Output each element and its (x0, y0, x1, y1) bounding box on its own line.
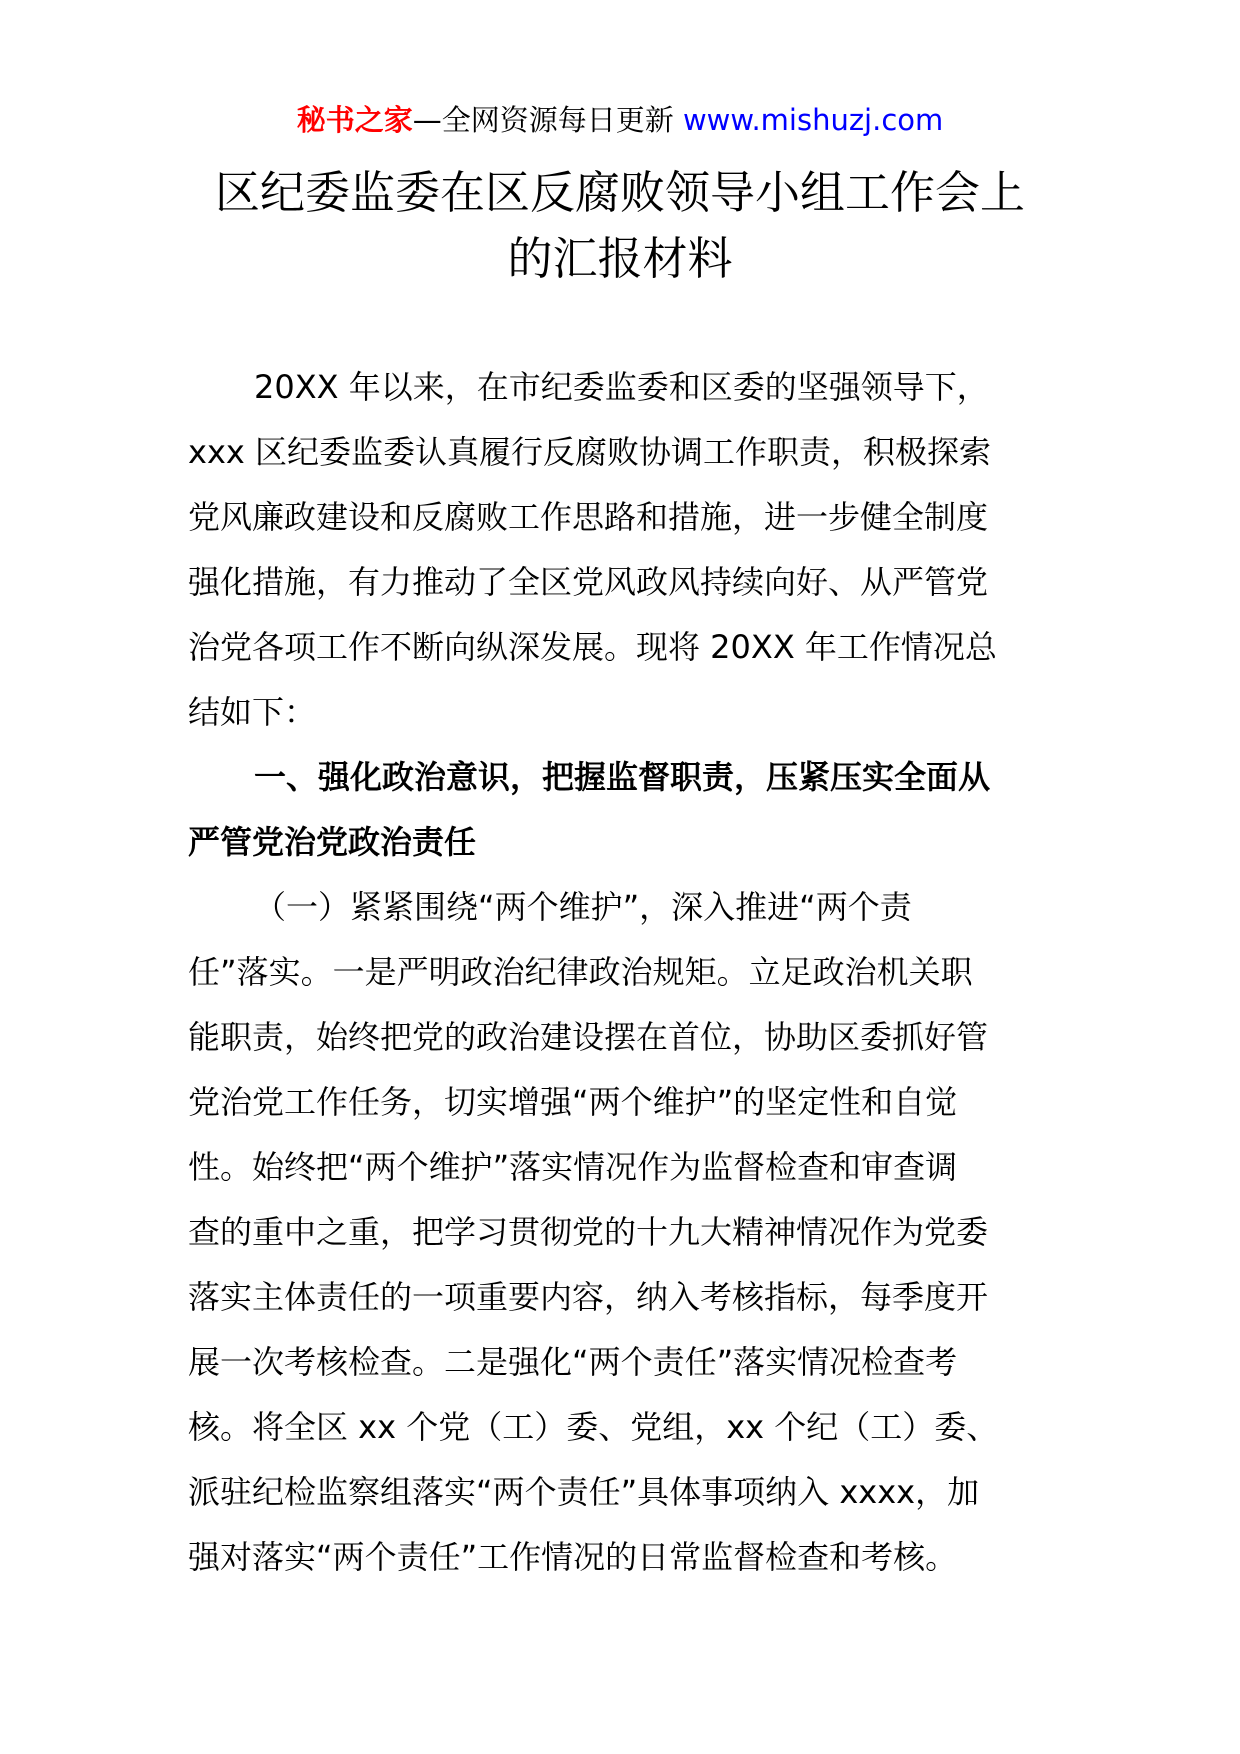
body-line: 派驻纪检监察组落实“两个责任”具体事项纳入 xxxx，加 (188, 1473, 980, 1511)
section-heading: 一、强化政治意识，把握监督职责，压紧压实全面从 (254, 758, 991, 796)
body-line: 20XX 年以来，在市纪委监委和区委的坚强领导下， (254, 368, 989, 406)
body-line: 任”落实。一是严明政治纪律政治规矩。立足政治机关职 (188, 953, 973, 991)
body-line: 党风廉政建设和反腐败工作思路和措施，进一步健全制度 (188, 498, 989, 536)
body-line: xxx 区纪委监委认真履行反腐败协调工作职责，积极探索 (188, 433, 991, 471)
body-line: 治党各项工作不断向纵深发展。现将 20XX 年工作情况总 (188, 628, 997, 666)
brand-name: 秘书之家 (296, 103, 413, 137)
body-line: 查的重中之重，把学习贯彻党的十九大精神情况作为党委 (188, 1213, 989, 1251)
body-line: 能职责，始终把党的政治建设摆在首位，协助区委抓好管 (188, 1018, 989, 1056)
body-line: （一）紧紧围绕“两个维护”，深入推进“两个责 (254, 888, 912, 926)
body-line: 结如下： (188, 693, 317, 731)
document-body (188, 355, 1068, 1590)
title-line-2: 的汇报材料 (507, 232, 733, 285)
site-url[interactable]: www.mishuzj.com (682, 103, 944, 137)
section-heading: 严管党治党政治责任 (188, 823, 477, 861)
body-line: 性。始终把“两个维护”落实情况作为监督检查和审查调 (188, 1148, 958, 1186)
site-header (0, 100, 1240, 140)
document-title (140, 160, 1100, 292)
header-tagline: —全网资源每日更新 (412, 103, 674, 137)
body-line: 强对落实“两个责任”工作情况的日常监督检查和考核。 (188, 1538, 958, 1576)
title-line-1: 区纪委监委在区反腐败领导小组工作会上 (214, 166, 1025, 219)
body-line: 核。将全区 xx 个党（工）委、党组，xx 个纪（工）委、 (188, 1408, 999, 1446)
body-line: 展一次考核检查。二是强化“两个责任”落实情况检查考 (188, 1343, 958, 1381)
body-line: 落实主体责任的一项重要内容，纳入考核指标，每季度开 (188, 1278, 989, 1316)
body-line: 党治党工作任务，切实增强“两个维护”的坚定性和自觉 (188, 1083, 958, 1121)
body-line: 强化措施，有力推动了全区党风政风持续向好、从严管党 (188, 563, 989, 601)
